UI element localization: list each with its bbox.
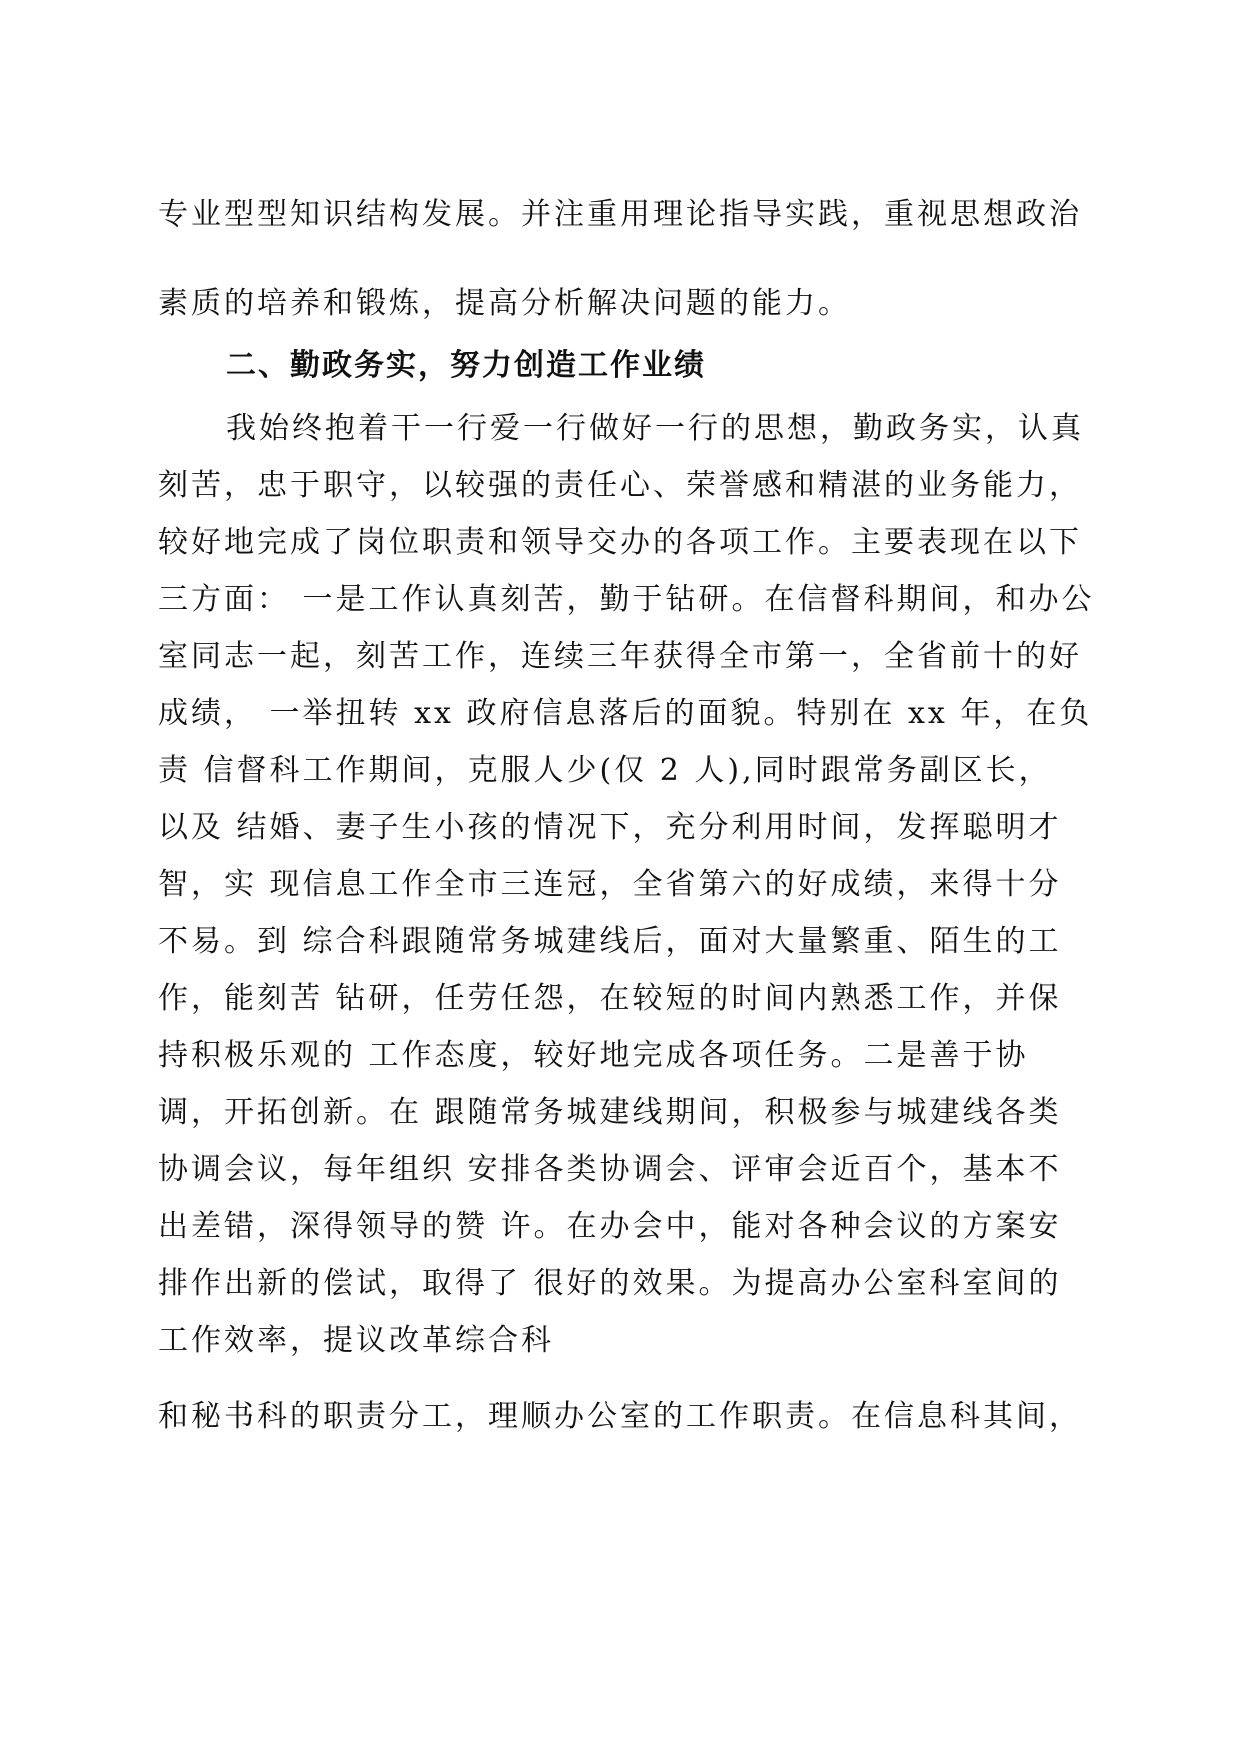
text-line-19: 排作出新的偿试，取得了 很好的效果。为提高办公室科室间的: [158, 1266, 1062, 1301]
text-line-17: 协调会议，每年组织 安排各类协调会、评审会近百个，基本不: [158, 1152, 1062, 1187]
text-line-9: 成绩， 一举扭转 xx 政府信息落后的面貌。特别在 xx 年，在负: [158, 696, 1093, 731]
paragraph-first-line: 我始终抱着干一行爱一行做好一行的思想，勤政务实，认真: [226, 411, 1084, 446]
text-line-13: 不易。到 综合科跟随常务城建线后，面对大量繁重、陌生的工: [158, 924, 1062, 959]
text-line-11: 以及 结婚、妻子生小孩的情况下，充分利用时间，发挥聪明才: [158, 810, 1062, 845]
text-line-14: 作，能刻苦 钻研，任劳任怨，在较短的时间内熟悉工作，并保: [158, 981, 1062, 1016]
section-heading: 二、勤政务实，努力创造工作业绩: [226, 348, 706, 383]
text-line-12: 智，实 现信息工作全市三连冠，全省第六的好成绩，来得十分: [158, 867, 1062, 902]
text-line-6: 较好地完成了岗位职责和领导交办的各项工作。主要表现在以下: [158, 525, 1082, 560]
text-line-5: 刻苦，忠于职守，以较强的责任心、荣誉感和精湛的业务能力，: [158, 468, 1082, 503]
text-line-15: 持积极乐观的 工作态度，较好地完成各项任务。二是善于协: [158, 1038, 1029, 1073]
text-line-20: 工作效率，提议改革综合科: [158, 1323, 554, 1358]
text-line-21: 和秘书科的职责分工，理顺办公室的工作职责。在信息科其间，: [158, 1399, 1082, 1434]
text-line-7: 三方面： 一是工作认真刻苦，勤于钻研。在信督科期间，和办公: [158, 582, 1095, 617]
text-line-18: 出差错，深得领导的赞 许。在办会中，能对各种会议的方案安: [158, 1209, 1062, 1244]
text-line-8: 室同志一起，刻苦工作，连续三年获得全市第一，全省前十的好: [158, 639, 1082, 674]
text-line-16: 调，开拓创新。在 跟随常务城建线期间，积极参与城建线各类: [158, 1095, 1062, 1130]
text-line-10: 责 信督科工作期间，克服人少(仅 2 人),同时跟常务副区长，: [158, 753, 1052, 788]
text-line-1: 专业型型知识结构发展。并注重用理论指导实践，重视思想政治: [158, 197, 1082, 232]
text-line-2: 素质的培养和锻炼，提高分析解决问题的能力。: [158, 286, 851, 321]
